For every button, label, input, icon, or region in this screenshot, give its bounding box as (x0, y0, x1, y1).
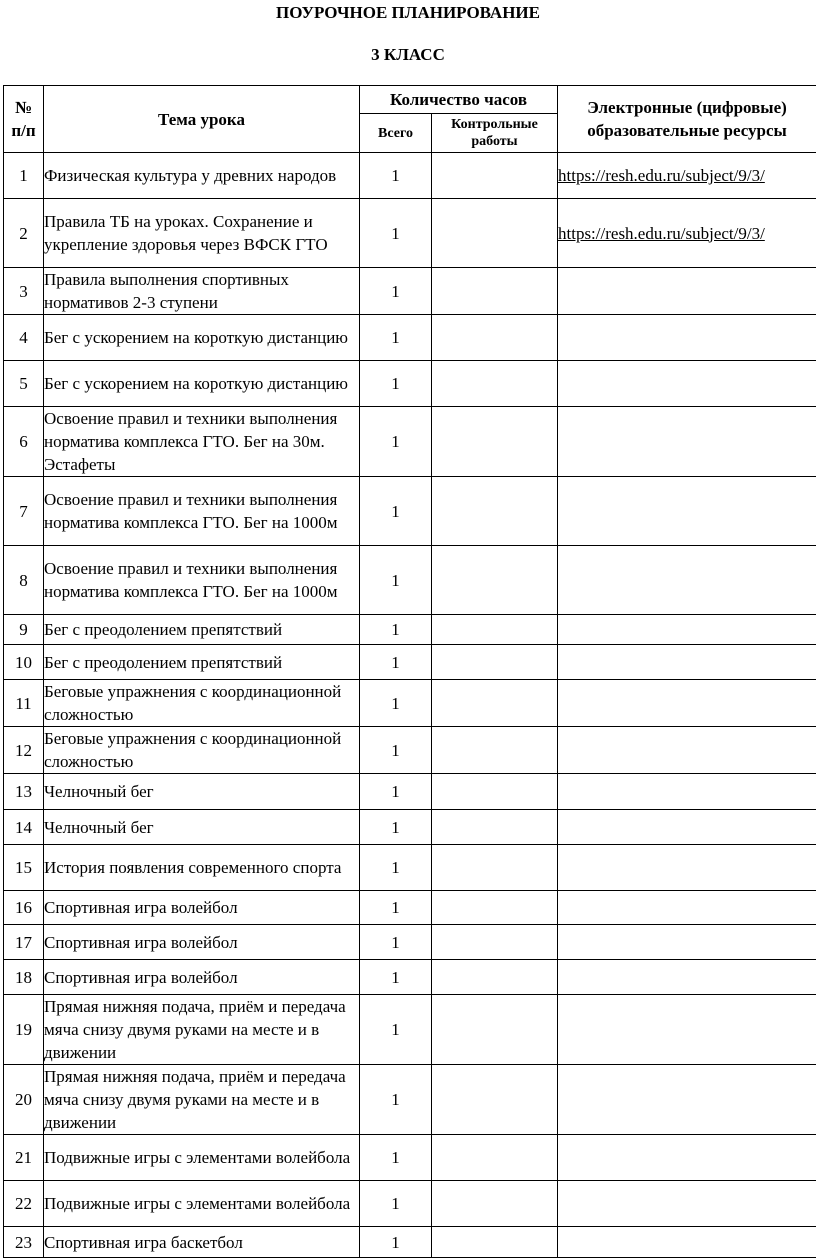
row-topic: Правила выполнения спортивных нормативов 2-3 ступени (44, 268, 360, 315)
row-topic: Прямая нижняя подача, приём и передача мяча снизу двумя руками на месте и в движении (44, 995, 360, 1065)
row-resource (558, 361, 816, 407)
row-number: 4 (4, 315, 44, 361)
row-topic: Спортивная игра волейбол (44, 960, 360, 995)
row-hours-total: 1 (360, 810, 432, 845)
row-resource (558, 727, 816, 774)
header-topic: Тема урока (44, 86, 360, 153)
row-number: 10 (4, 645, 44, 680)
row-number: 19 (4, 995, 44, 1065)
row-topic: Спортивная игра баскетбол (44, 1227, 360, 1258)
table-row (4, 645, 816, 680)
row-control-works (432, 361, 558, 407)
row-control-works (432, 1135, 558, 1181)
row-hours-total: 1 (360, 845, 432, 891)
row-topic: Челночный бег (44, 810, 360, 845)
table-row (4, 477, 816, 546)
row-control-works (432, 845, 558, 891)
row-control-works (432, 199, 558, 268)
row-topic: Беговые упражнения с координационной сложностью (44, 680, 360, 727)
row-topic: Освоение правил и техники выполнения норматива комплекса ГТО. Бег на 1000м (44, 546, 360, 615)
row-number: 6 (4, 407, 44, 477)
row-number: 18 (4, 960, 44, 995)
row-control-works (432, 477, 558, 546)
row-topic: Подвижные игры с элементами волейбола (44, 1135, 360, 1181)
row-number: 14 (4, 810, 44, 845)
row-hours-total: 1 (360, 995, 432, 1065)
row-resource (558, 1227, 816, 1258)
row-hours-total: 1 (360, 1135, 432, 1181)
row-topic: Беговые упражнения с координационной сложностью (44, 727, 360, 774)
row-topic: Правила ТБ на уроках. Сохранение и укрепление здоровья через ВФСК ГТО (44, 199, 360, 268)
row-topic: Бег с преодолением препятствий (44, 645, 360, 680)
row-resource (558, 615, 816, 645)
row-control-works (432, 153, 558, 199)
row-control-works (432, 1181, 558, 1227)
row-resource (558, 315, 816, 361)
row-control-works (432, 925, 558, 960)
table-row (4, 680, 816, 727)
row-hours-total: 1 (360, 774, 432, 810)
row-resource (558, 774, 816, 810)
row-control-works (432, 727, 558, 774)
row-hours-total: 1 (360, 477, 432, 546)
row-hours-total: 1 (360, 407, 432, 477)
table-row (4, 268, 816, 315)
document-title: ПОУРОЧНОЕ ПЛАНИРОВАНИЕ (0, 3, 816, 23)
row-resource (558, 153, 816, 199)
row-topic: История появления современного спорта (44, 845, 360, 891)
row-resource (558, 1181, 816, 1227)
row-hours-total: 1 (360, 361, 432, 407)
table-row (4, 153, 816, 199)
row-hours-total: 1 (360, 1227, 432, 1258)
table-row (4, 845, 816, 891)
lesson-plan-body (4, 153, 816, 1258)
row-control-works (432, 615, 558, 645)
row-number: 5 (4, 361, 44, 407)
row-number: 2 (4, 199, 44, 268)
resource-link[interactable]: https://resh.edu.ru/subject/9/3/ (558, 224, 765, 243)
row-resource (558, 268, 816, 315)
row-control-works (432, 810, 558, 845)
row-resource (558, 925, 816, 960)
table-row (4, 995, 816, 1065)
row-hours-total: 1 (360, 680, 432, 727)
table-row (4, 891, 816, 925)
row-topic: Освоение правил и техники выполнения норматива комплекса ГТО. Бег на 30м. Эстафеты (44, 407, 360, 477)
row-hours-total: 1 (360, 315, 432, 361)
row-topic: Челночный бег (44, 774, 360, 810)
table-row (4, 925, 816, 960)
row-topic: Подвижные игры с элементами волейбола (44, 1181, 360, 1227)
header-control: Контрольные работы (432, 114, 558, 153)
row-control-works (432, 1227, 558, 1258)
row-topic: Спортивная игра волейбол (44, 925, 360, 960)
row-resource (558, 995, 816, 1065)
row-number: 11 (4, 680, 44, 727)
row-number: 16 (4, 891, 44, 925)
row-number: 1 (4, 153, 44, 199)
table-row (4, 199, 816, 268)
row-resource (558, 645, 816, 680)
row-hours-total: 1 (360, 1065, 432, 1135)
row-topic: Физическая культура у древних народов (44, 153, 360, 199)
table-row (4, 407, 816, 477)
table-row (4, 1227, 816, 1258)
row-number: 9 (4, 615, 44, 645)
table-row (4, 810, 816, 845)
row-number: 21 (4, 1135, 44, 1181)
row-control-works (432, 546, 558, 615)
row-control-works (432, 407, 558, 477)
row-control-works (432, 960, 558, 995)
row-resource (558, 960, 816, 995)
row-resource (558, 845, 816, 891)
row-number: 20 (4, 1065, 44, 1135)
row-number: 17 (4, 925, 44, 960)
row-resource (558, 810, 816, 845)
lesson-plan-table (3, 85, 816, 1258)
document-subtitle: 3 КЛАСС (0, 45, 816, 65)
header-hours: Количество часов (360, 86, 558, 114)
row-number: 13 (4, 774, 44, 810)
row-resource (558, 680, 816, 727)
row-resource (558, 1065, 816, 1135)
row-hours-total: 1 (360, 546, 432, 615)
table-row (4, 727, 816, 774)
row-hours-total: 1 (360, 925, 432, 960)
row-control-works (432, 268, 558, 315)
row-number: 22 (4, 1181, 44, 1227)
row-resource (558, 1135, 816, 1181)
row-hours-total: 1 (360, 727, 432, 774)
resource-link[interactable]: https://resh.edu.ru/subject/9/3/ (558, 166, 765, 185)
row-resource (558, 477, 816, 546)
header-num: № п/п (4, 86, 44, 153)
row-resource (558, 199, 816, 268)
row-hours-total: 1 (360, 153, 432, 199)
row-control-works (432, 680, 558, 727)
table-row (4, 615, 816, 645)
row-topic: Бег с преодолением препятствий (44, 615, 360, 645)
row-number: 15 (4, 845, 44, 891)
table-row (4, 774, 816, 810)
row-resource (558, 891, 816, 925)
table-row (4, 546, 816, 615)
row-hours-total: 1 (360, 960, 432, 995)
row-control-works (432, 315, 558, 361)
row-number: 7 (4, 477, 44, 546)
row-number: 3 (4, 268, 44, 315)
row-control-works (432, 774, 558, 810)
table-row (4, 1135, 816, 1181)
row-number: 23 (4, 1227, 44, 1258)
row-hours-total: 1 (360, 891, 432, 925)
table-row (4, 1065, 816, 1135)
row-number: 12 (4, 727, 44, 774)
table-row (4, 361, 816, 407)
row-topic: Спортивная игра волейбол (44, 891, 360, 925)
table-row (4, 960, 816, 995)
row-number: 8 (4, 546, 44, 615)
row-topic: Освоение правил и техники выполнения норматива комплекса ГТО. Бег на 1000м (44, 477, 360, 546)
row-topic: Бег с ускорением на короткую дистанцию (44, 361, 360, 407)
row-control-works (432, 1065, 558, 1135)
row-hours-total: 1 (360, 645, 432, 680)
row-control-works (432, 645, 558, 680)
row-hours-total: 1 (360, 199, 432, 268)
row-topic: Бег с ускорением на короткую дистанцию (44, 315, 360, 361)
row-resource (558, 546, 816, 615)
header-resources: Электронные (цифровые) образовательные ресурсы (558, 86, 816, 153)
row-hours-total: 1 (360, 268, 432, 315)
header-total: Всего (360, 114, 432, 153)
row-hours-total: 1 (360, 1181, 432, 1227)
row-topic: Прямая нижняя подача, приём и передача мяча снизу двумя руками на месте и в движении (44, 1065, 360, 1135)
row-hours-total: 1 (360, 615, 432, 645)
row-resource (558, 407, 816, 477)
table-row (4, 315, 816, 361)
row-control-works (432, 891, 558, 925)
row-control-works (432, 995, 558, 1065)
table-row (4, 1181, 816, 1227)
